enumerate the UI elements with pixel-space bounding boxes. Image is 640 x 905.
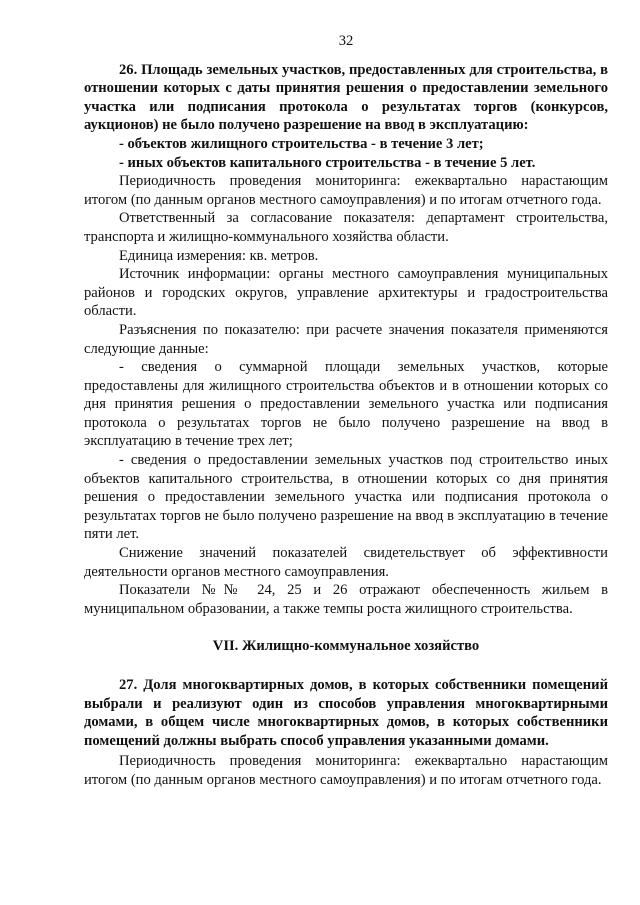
item-26-clarification-other: - сведения о предоставлении земельных участков под строительство иных объектов капитального строительства, в отношении которых со дня принятия решения о предоставлении земельного участка или подписания протокола о результатах торгов не было получено разрешение на ввод в эксплуатацию в течение пяти лет. [84, 452, 608, 543]
item-26-sub-item-other: - иных объектов капитального строительства - в течение 5 лет. [119, 154, 536, 171]
section-vii-title: VII. Жилищно-коммунальное хозяйство [212, 638, 480, 655]
item-26-clarification-housing: - сведения о суммарной площади земельных участков, которые предоставлены для жилищного строительства объектов и в отношении которых со дня принятия решения о предоставлении земельного участка или подписания протокола о результатах торгов не было получено разрешение на ввод в эксплуатацию в течение трех лет; [84, 359, 608, 450]
item-27-monitoring-frequency: Периодичность проведения мониторинга: ежеквартально нарастающим итогом (по данным органов местного самоуправления) и по итогам отчетного года. [84, 753, 608, 788]
item-27-heading: 27. Доля многоквартирных домов, в которых собственники помещений выбрали и реализуют один из способов управления многоквартирными домами, в общем числе многоквартирных домов, в которых собственники помещений должны выбрать способ управления указанными домами. [84, 677, 608, 749]
document-page [84, 32, 608, 790]
item-26-sub-item-housing: - объектов жилищного строительства - в течение 3 лет; [119, 135, 484, 152]
page-number: 32 [338, 33, 354, 49]
item-26-decrease-note: Снижение значений показателей свидетельствует об эффективности деятельности органов местного самоуправления. [84, 545, 608, 580]
item-26-indicators-note: Показатели №№ 24, 25 и 26 отражают обеспеченность жильем в муниципальном образовании, а также темпы роста жилищного строительства. [84, 582, 608, 617]
item-26-clarifications-intro: Разъяснения по показателю: при расчете значения показателя применяются следующие данные: [84, 321, 608, 357]
item-26-source: Источник информации: органы местного самоуправления муниципальных районов и городских округов, управление архитектуры и градостроительства области. [84, 266, 608, 320]
item-26-monitoring-frequency: Периодичность проведения мониторинга: ежеквартально нарастающим итогом (по данным органов местного самоуправления) и по итогам отчетного года. [84, 173, 608, 208]
item-26-heading: 26. Площадь земельных участков, предоставленных для строительства, в отношении которых с даты принятия решения о предоставлении земельного участка или подписания протокола о результатах торгов (конкурсов, аукционов) не было получено разрешение на ввод в эксплуатацию: [84, 61, 608, 134]
item-26-responsible: Ответственный за согласование показателя: департамент строительства, транспорта и жилищно-коммунального хозяйства области. [84, 210, 608, 245]
item-26-unit: Единица измерения: кв. метров. [119, 247, 319, 264]
